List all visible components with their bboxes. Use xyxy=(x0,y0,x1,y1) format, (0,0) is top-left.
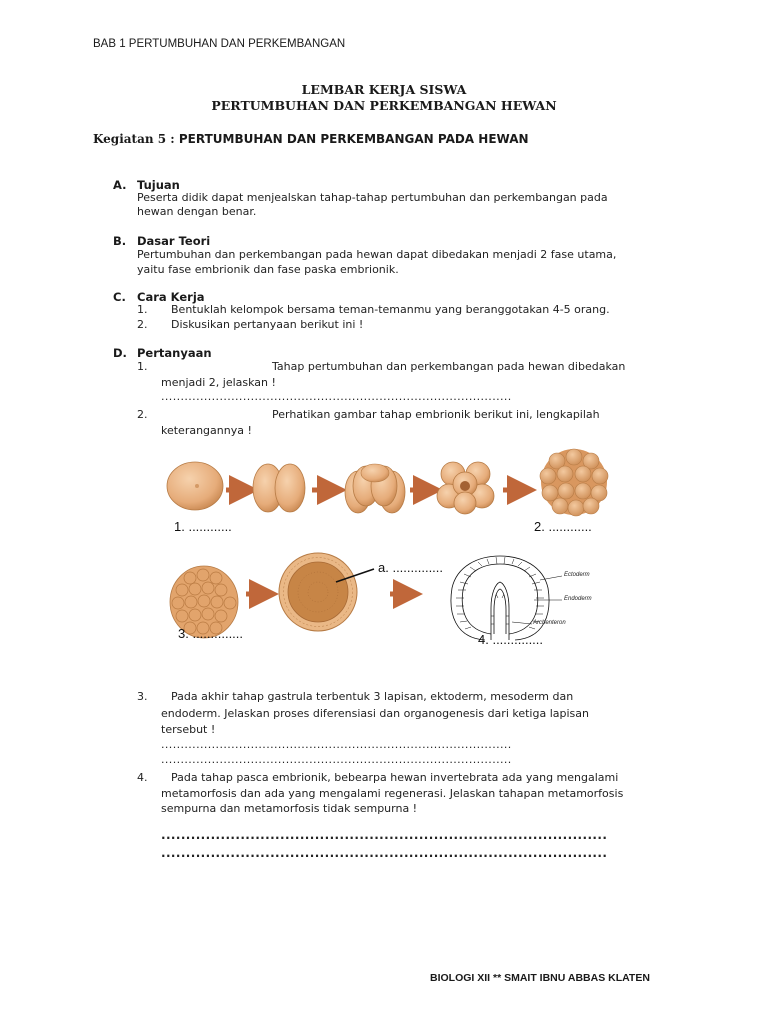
section-c-title: Cara Kerja xyxy=(137,290,205,304)
answer-line-q3-a: .......................................................................................... xyxy=(161,738,512,751)
embryonic-stages-figure xyxy=(160,448,630,658)
activity-prefix: Kegiatan 5 : xyxy=(93,132,175,146)
stage-label-2: 2. ............ xyxy=(534,519,592,534)
question-3-line3: tersebut ! xyxy=(161,723,216,736)
two-cell-stage xyxy=(253,464,305,512)
section-b-letter: B. xyxy=(113,234,127,248)
question-2-line2: keterangannya ! xyxy=(161,424,252,437)
gastrula-diagram xyxy=(451,556,562,640)
question-1-line2: menjadi 2, jelaskan ! xyxy=(161,376,276,389)
page-footer: BIOLOGI XII ** SMAIT IBNU ABBAS KLATEN xyxy=(430,972,650,984)
question-3-num: 3. xyxy=(137,690,148,703)
question-2-num: 2. xyxy=(137,408,148,421)
section-c-item2-text: Diskusikan pertanyaan berikut ini ! xyxy=(171,318,364,331)
question-1-num: 1. xyxy=(137,360,148,373)
activity-heading xyxy=(93,132,529,146)
page-header: BAB 1 PERTUMBUHAN DAN PERKEMBANGAN xyxy=(93,38,346,50)
zygote-cell xyxy=(167,462,223,510)
answer-line-q4-a: .......................................................................................... xyxy=(161,828,608,842)
question-3-line1: Pada akhir tahap gastrula terbentuk 3 lapisan, ektoderm, mesoderm dan xyxy=(171,690,574,703)
eight-cell-stage xyxy=(437,462,494,514)
section-a-title: Tujuan xyxy=(137,178,180,192)
question-4-line2: metamorfosis dan ada yang mengalami regenerasi. Jelaskan tahapan metamorfosis xyxy=(161,787,624,800)
section-d-title: Pertanyaan xyxy=(137,346,212,360)
stage-label-1: 1. ............ xyxy=(174,519,232,534)
section-b-line1: Pertumbuhan dan perkembangan pada hewan dapat dibedakan menjadi 2 fase utama, xyxy=(137,248,617,261)
section-b-line2: yaitu fase embrionik dan fase paska embrionik. xyxy=(137,263,399,276)
blastula-section-stage xyxy=(279,553,374,631)
question-3-line2: endoderm. Jelaskan proses diferensiasi dan organogenesis dari ketiga lapisan xyxy=(161,707,589,720)
worksheet-subtitle: PERTUMBUHAN DAN PERKEMBANGAN HEWAN xyxy=(211,98,557,113)
section-c-item1-text: Bentuklah kelompok bersama teman-temanmu yang beranggotakan 4-5 orang. xyxy=(171,303,610,316)
section-c-letter: C. xyxy=(113,290,126,304)
section-a-letter: A. xyxy=(113,178,127,192)
section-d-letter: D. xyxy=(113,346,127,360)
ectoderm-label: Ectoderm xyxy=(564,572,590,578)
question-1-line1: Tahap pertumbuhan dan perkembangan pada hewan dibedakan xyxy=(272,360,626,373)
answer-line-q1: .......................................................................................... xyxy=(161,390,512,403)
question-4-num: 4. xyxy=(137,771,148,784)
question-4-line3: sempurna dan metamorfosis tidak sempurna ! xyxy=(161,802,418,815)
question-4-line1: Pada tahap pasca embrionik, bebearpa hewan invertebrata ada yang mengalami xyxy=(171,771,619,784)
morula-stage xyxy=(540,449,608,516)
four-cell-stage xyxy=(345,464,405,513)
activity-title: PERTUMBUHAN DAN PERKEMBANGAN PADA HEWAN xyxy=(178,132,529,146)
worksheet-title: LEMBAR KERJA SISWA xyxy=(301,82,467,97)
section-c-item1-num: 1. xyxy=(137,303,148,316)
stage-label-4: 4. .............. xyxy=(478,632,544,647)
section-a-line1: Peserta didik dapat menjealskan tahap-tahap pertumbuhan dan perkembangan pada xyxy=(137,191,608,204)
section-b-title: Dasar Teori xyxy=(137,234,211,248)
stage-label-3: 3. .............. xyxy=(178,626,244,641)
section-a-line2: hewan dengan benar. xyxy=(137,205,257,218)
endoderm-label: Endoderm xyxy=(564,596,592,602)
answer-line-q3-b: .......................................................................................... xyxy=(161,753,512,766)
blastocoel-label-a: a. .............. xyxy=(378,560,444,575)
question-2-line1: Perhatikan gambar tahap embrionik berikut ini, lengkapilah xyxy=(272,408,600,421)
answer-line-q4-b: .......................................................................................... xyxy=(161,846,608,860)
archenteron-label: Archenteron xyxy=(533,620,566,626)
section-c-item2-num: 2. xyxy=(137,318,148,331)
